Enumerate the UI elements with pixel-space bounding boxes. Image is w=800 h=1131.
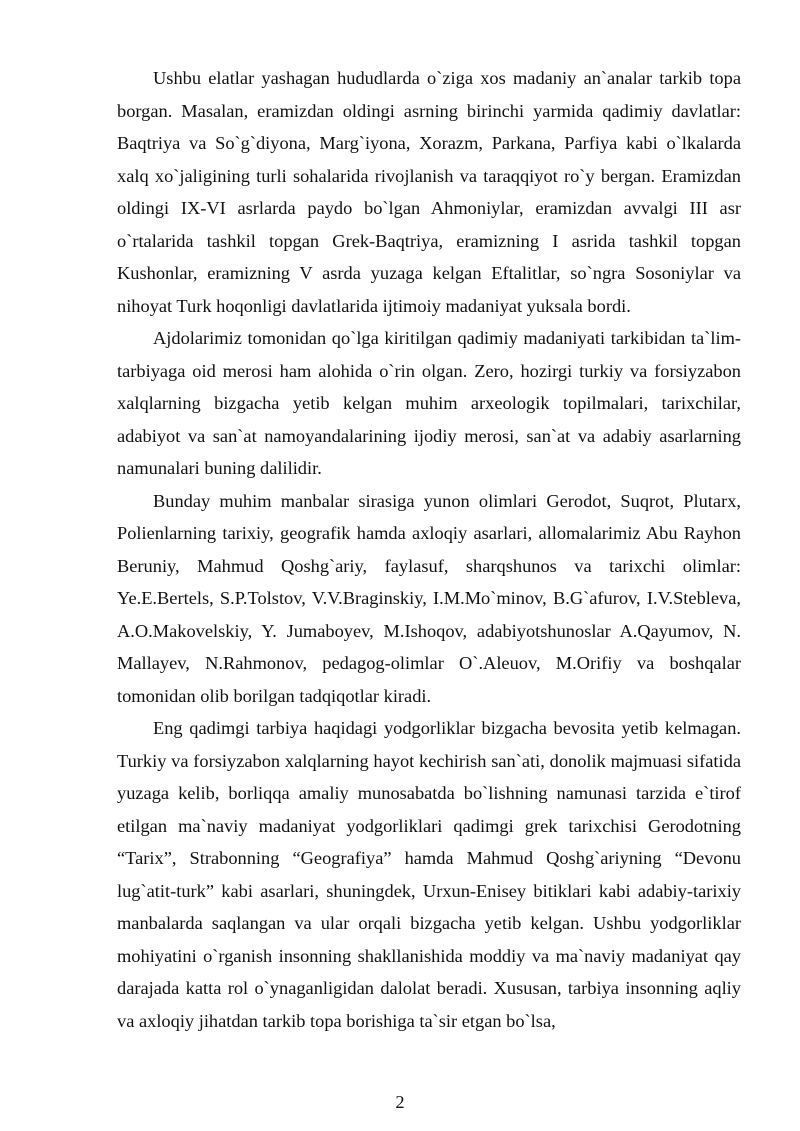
paragraph-1: Ushbu elatlar yashagan hududlarda o`ziga xos madaniy an`analar tarkib topa borgan. Masalan, eramizdan oldingi asrning birinchi yarmida qadimiy davlatlar: Baqtriya va So`g`diyona, Marg`iyona, Xorazm, Parkana, Parfiya kabi o`lkalarda xalq xo`jaligining turli sohalarida rivojlanish va taraqqiyot ro`y bergan. Eramizdan oldingi IX-VI asrlarda paydo bo`lgan Ahmoniylar, eramizdan avvalgi III asr o`rtalarida tashkil topgan Grek-Baqtriya, eramizning I asrida tashkil topgan Kushonlar, eramizning V asrda yuzaga kelgan Eftalitlar, so`ngra Sosoniylar va nihoyat Turk hoqonligi davlatlarida ijtimoiy madaniyat yuksala bordi.: [117, 68, 741, 316]
paragraph-4: Eng qadimgi tarbiya haqidagi yodgorliklar bizgacha bevosita yetib kelmagan. Turkiy va forsiyzabon xalqlarning hayot kechirish san`ati, donolik majmuasi sifatida yuzaga kelib, borliqqa amaliy munosabatda bo`lishning namunasi tarzida e`tirof etilgan ma`naviy madaniyat yodgorliklari qadimgi grek tarixchisi Gerodotning “Tarix”, Strabonning “Geografiya” hamda Mahmud Qoshg`ariyning “Devonu lug`atit-turk” kabi asarlari, shuningdek, Urxun-Enisey bitiklari kabi adabiy-tarixiy manbalarda saqlangan va ular orqali bizgacha yetib kelgan. Ushbu yodgorliklar mohiyatini o`rganish insonning shakllanishida moddiy va ma`naviy madaniyat qay darajada katta rol o`ynaganligidan dalolat beradi. Xususan, tarbiya insonning aqliy va axloqiy jihatdan tarkib topa borishiga ta`sir etgan bo`lsa,: [117, 718, 741, 1031]
document-page: [117, 62, 741, 1037]
page-number: 2: [395, 1092, 405, 1112]
paragraph-3: Bunday muhim manbalar sirasiga yunon olimlari Gerodot, Suqrot, Plutarx, Polienlarning tarixiy, geografik hamda axloqiy asarlari, allomalarimiz Abu Rayhon Beruniy, Mahmud Qoshg`ariy, faylasuf, sharqshunos va tarixchi olimlar: Ye.E.Bertels, S.P.Tolstov, V.V.Braginskiy, I.M.Mo`minov, B.G`afurov, I.V.Stebleva, A.O.Makovelskiy, Y. Jumaboyev, M.Ishoqov, adabiyotshunoslar A.Qayumov, N. Mallayev, N.Rahmonov, pedagog-olimlar O`.Aleuov, M.Orifiy va boshqalar tomonidan olib borilgan tadqiqotlar kiradi.: [117, 490, 741, 706]
paragraph-2: Ajdolarimiz tomonidan qo`lga kiritilgan qadimiy madaniyati tarkibidan ta`lim- tarbiyaga oid merosi ham alohida o`rin olgan. Zero, hozirgi turkiy va forsiyzabon xalqlarning bizgacha yetib kelgan muhim arxeologik topilmalari, tarixchilar, adabiyot va san`at namoyandalarining ijodiy merosi, san`at va adabiy asarlarning namunalari buning dalilidir.: [117, 328, 741, 478]
